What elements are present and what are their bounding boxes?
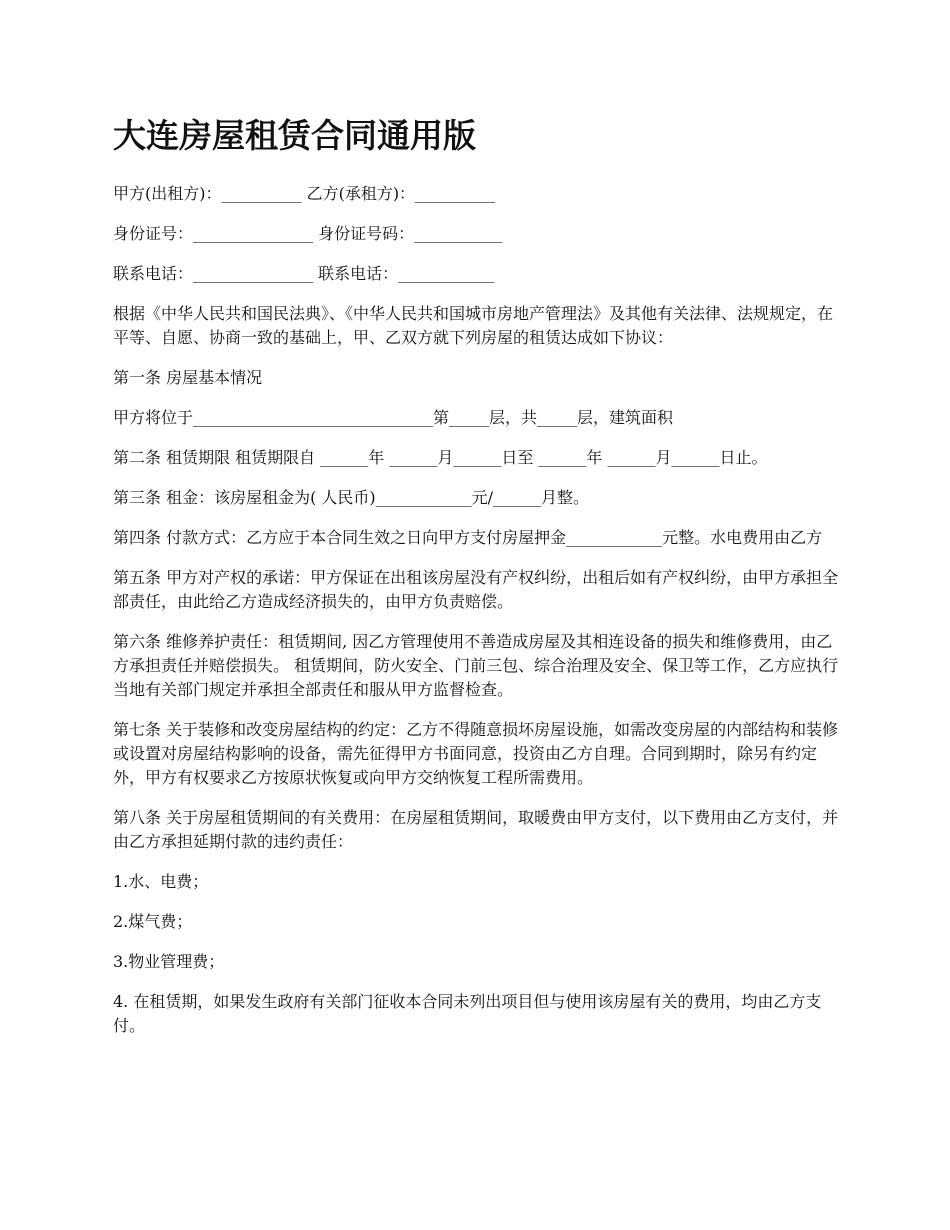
fee-item-3: 3.物业管理费； (113, 952, 225, 971)
fee-item-4: 4. 在租赁期，如果发生政府有关部门征收本合同未列出项目但与使用该房屋有关的费用，均由乙方支付。 (113, 992, 822, 1035)
article-8-paragraph: 第八条 关于房屋租赁期间的有关费用：在房屋租赁期间，取暖费由甲方支付，以下费用由乙方支付，并由乙方承担延期付款的违约责任： (113, 808, 839, 851)
article-5-paragraph: 第五条 甲方对产权的承诺：甲方保证在出租该房屋没有产权纠纷，出租后如有产权纠纷，由甲方承担全部责任，由此给乙方造成经济损失的，由甲方负责赔偿。 (113, 568, 839, 611)
article-3-paragraph: 第三条 租金：该房屋租金为( 人民币)____________元/______月整。 (113, 488, 590, 507)
document-page (113, 112, 843, 1054)
article-2-paragraph: 第二条 租赁期限 租赁期限自 ______年 ______月______日至 ______年 ______月______日止。 (113, 448, 768, 467)
fee-item-2: 2.煤气费； (113, 912, 193, 931)
article-6-paragraph: 第六条 维修养护责任：租赁期间, 因乙方管理使用不善造成房屋及其相连设备的损失和维修费用，由乙方承担责任并赔偿损失。 租赁期间，防火安全、门前三包、综合治理及安全、保卫等工作，乙方应执行当地有关部门规定并承担全部责任和服从甲方监督检查。 (113, 632, 839, 699)
preamble-paragraph: 根据《中华人民共和国民法典》、《中华人民共和国城市房地产管理法》及其他有关法律、法规规定，在平等、自愿、协商一致的基础上，甲、乙双方就下列房屋的租赁达成如下协议： (113, 304, 834, 347)
phone-line: 联系电话：_______________ 联系电话：____________ (113, 264, 495, 283)
article-7-paragraph: 第七条 关于装修和改变房屋结构的约定：乙方不得随意损坏房屋设施，如需改变房屋的内部结构和装修或设置对房屋结构影响的设备，需先征得甲方书面同意，投资由乙方自理。合同到期时，除另有约定外，甲方有权要求乙方按原状恢复或向甲方交纳恢复工程所需费用。 (113, 720, 839, 787)
article-1-location-line: 甲方将位于______________________________第_____层，共_____层，建筑面积 (113, 408, 674, 427)
article-1-heading: 第一条 房屋基本情况 (113, 368, 263, 387)
document-title: 大连房屋租赁合同通用版 (113, 116, 476, 155)
article-4-paragraph: 第四条 付款方式：乙方应于本合同生效之日向甲方支付房屋押金____________元整。水电费用由乙方 (113, 528, 823, 547)
fee-item-1: 1.水、电费； (113, 872, 209, 891)
id-number-line: 身份证号：_______________ 身份证号码：___________ (113, 224, 503, 243)
party-names-line: 甲方(出租方)：__________ 乙方(承租方)：__________ (113, 184, 496, 203)
